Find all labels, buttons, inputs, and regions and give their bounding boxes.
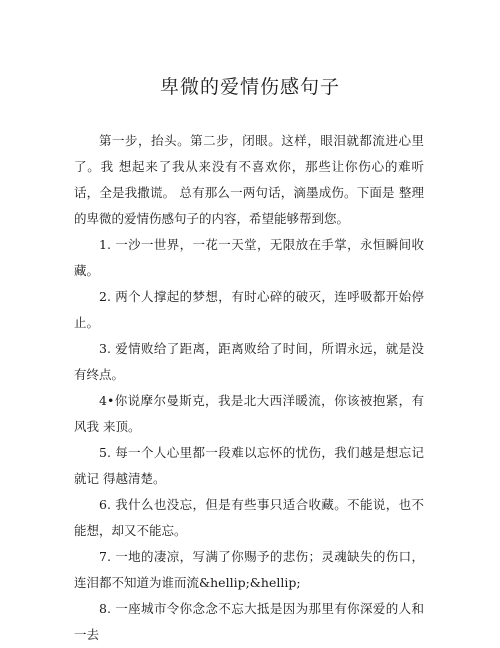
quote-paragraph-3: 3. 爱情败给了距离，距离败给了时间，所谓永远，就是没有终点。: [74, 341, 424, 382]
quote-paragraph-1: 1. 一沙一世界，一花一天堂，无限放在手掌，永恒瞬间收藏。: [74, 237, 424, 278]
quote-paragraph-5: 5. 每一个人心里都一段难以忘怀的忧伤，我们越是想忘记就记 得越清楚。: [74, 445, 424, 486]
intro-paragraph: 第一步，抬头。第二步，闭眼。这样，眼泪就都流进心里了。我 想起来了我从来没有不喜欢你，那些让你伤心的难听话，全是我撒谎。 总有那么一两句话，滴墨成伤。下面是 整理的卑微的爱情伤感句子的内容，希望能够帮到您。: [74, 133, 424, 226]
quote-paragraph-7: 7. 一地的凄凉，写满了你赐予的悲伤；灵魂缺失的伤口，连泪都不知道为谁而流&hellip;&hellip;: [74, 549, 424, 590]
quote-paragraph-8: 8. 一座城市令你念念不忘大抵是因为那里有你深爱的人和一去: [74, 601, 424, 642]
quote-paragraph-4: 4•你说摩尔曼斯克，我是北大西洋暖流，你该被抱紧，有风我 来顶。: [74, 393, 424, 434]
quote-paragraph-2: 2. 两个人撑起的梦想，有时心碎的破灭，连呼吸都开始停止。: [74, 289, 424, 330]
document-title: 卑微的爱情伤感句子: [159, 76, 340, 98]
quote-paragraph-6: 6. 我什么也没忘，但是有些事只适合收藏。不能说，也不能想，却又不能忘。: [74, 497, 424, 538]
document-body: [74, 128, 424, 648]
